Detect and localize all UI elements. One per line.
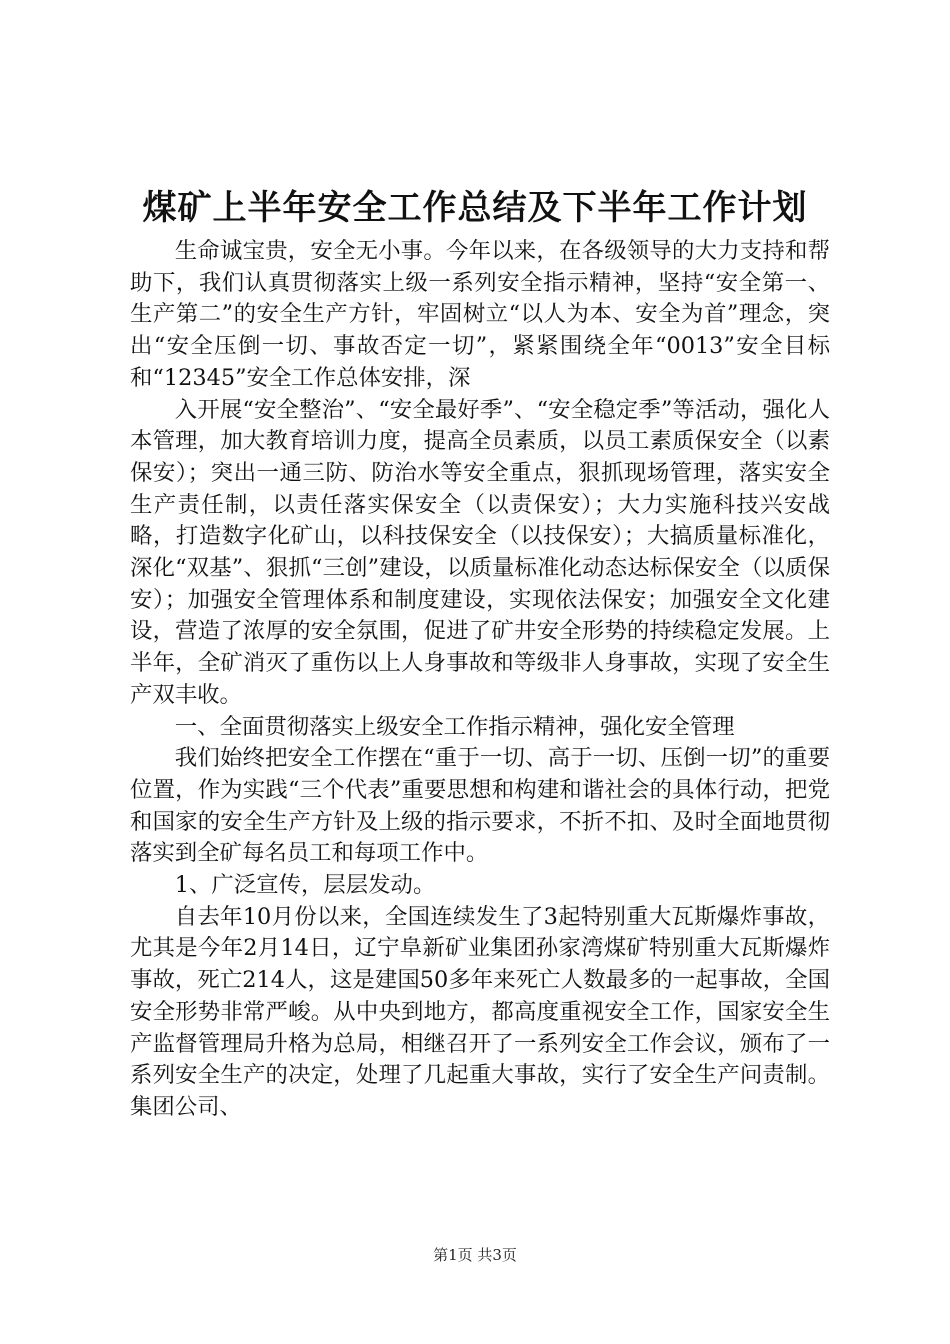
document-body: [130, 236, 830, 1124]
page-footer: 第1页 共3页: [433, 1246, 517, 1264]
document-title: 煤矿上半年安全工作总结及下半年工作计划: [142, 188, 808, 228]
subsection-heading-1: 1、广泛宣传，层层发动。: [174, 872, 436, 899]
paragraph-activities: 入开展“安全整治”、“安全最好季”、“安全稳定季”等活动，强化人本管理，加大教育培训力度，提高全员素质，以员工素质保安全（以素保安）；突出一通三防、防治水等安全重点，狠抓现场管理，落实安全生产责任制，以责任落实保安全（以责保安）；大力实施科技兴安战略，打造数字化矿山，以科技保安全（以技保安）；大搞质量标准化，深化“双基”、狠抓“三创”建设，以质量标准化动态达标保安全（以质保安）；加强安全管理体系和制度建设，实现依法保安；加强安全文化建设，营造了浓厚的安全氛围，促进了矿井安全形势的持续稳定发展。上半年，全矿消灭了重伤以上人身事故和等级非人身事故，实现了安全生产双丰收。: [130, 396, 830, 708]
section-heading-1: 一、全面贯彻落实上级安全工作指示精神，强化安全管理: [174, 713, 735, 740]
paragraph-section-1: 我们始终把安全工作摆在“重于一切、高于一切、压倒一切”的重要位置，作为实践“三个代表”重要思想和构建和谐社会的具体行动，把党和国家的安全生产方针及上级的指示要求，不折不扣、及时全面地贯彻落实到全矿每名员工和每项工作中。: [130, 745, 830, 867]
paragraph-subsection-1: 自去年10月份以来，全国连续发生了3起特别重大瓦斯爆炸事故，尤其是今年2月14日，辽宁阜新矿业集团孙家湾煤矿特别重大瓦斯爆炸事故，死亡214人，这是建国50多年来死亡人数最多的一起事故，全国安全形势非常严峻。从中央到地方，都高度重视安全工作，国家安全生产监督管理局升格为总局，相继召开了一系列安全工作会议，颁布了一系列安全生产的决定，处理了几起重大事故，实行了安全生产问责制。集团公司、: [130, 903, 830, 1120]
paragraph-intro: 生命诚宝贵，安全无小事。今年以来，在各级领导的大力支持和帮助下，我们认真贯彻落实上级一系列安全指示精神，坚持“安全第一、生产第二”的安全生产方针，牢固树立“以人为本、安全为首”理念，突出“安全压倒一切、事故否定一切”，紧紧围绕全年“0013”安全目标和“12345”安全工作总体安排，深: [130, 238, 830, 391]
